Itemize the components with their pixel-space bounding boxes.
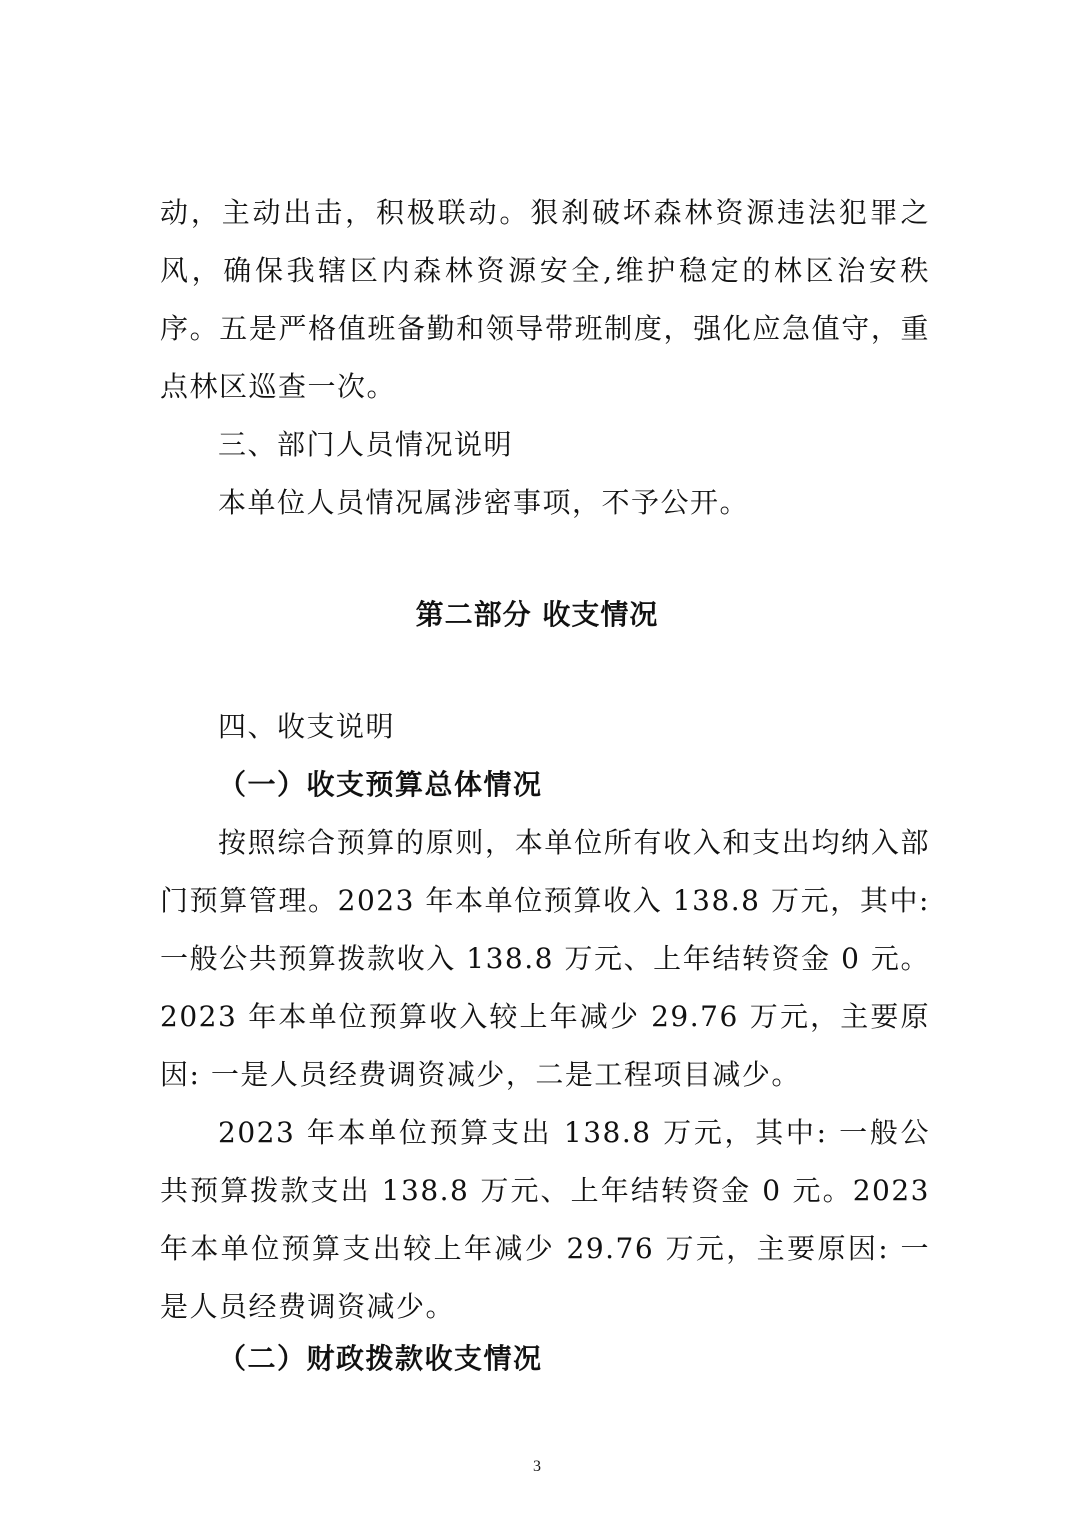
section-text-personnel: 本单位人员情况属涉密事项，不予公开。 <box>218 486 750 519</box>
subheading-fiscal-appropriation: （二）财政拨款收支情况 <box>218 1342 543 1375</box>
page-number: 3 <box>533 1458 541 1475</box>
paragraph-budget-expense: 2023 年本单位预算支出 138.8 万元，其中: 一般公共预算拨款支出 138.8 万元、上年结转资金 0 元。2023 年本单位预算支出较上年减少 29.76 万元，主要原因: 一是人员经费调资减少。 <box>160 1116 930 1323</box>
section-heading-income-expense: 四、收支说明 <box>218 710 396 743</box>
section-heading-personnel: 三、部门人员情况说明 <box>218 428 514 461</box>
subheading-budget-overview: （一）收支预算总体情况 <box>218 768 543 801</box>
paragraph-continuation: 动，主动出击，积极联动。狠刹破坏森林资源违法犯罪之风，确保我辖区内森林资源安全,维护稳定的林区治安秩序。五是严格值班备勤和领导带班制度，强化应急值守，重点林区巡查一次。 <box>160 196 930 403</box>
part-title: 第二部分 收支情况 <box>415 598 659 631</box>
paragraph-budget-income: 按照综合预算的原则，本单位所有收入和支出均纳入部门预算管理。2023 年本单位预算收入 138.8 万元，其中: 一般公共预算拨款收入 138.8 万元、上年结转资金 0 元。2023 年本单位预算收入较上年减少 29.76 万元，主要原因: 一是人员经费调资减少，二是工程项目减少。 <box>160 826 930 1091</box>
